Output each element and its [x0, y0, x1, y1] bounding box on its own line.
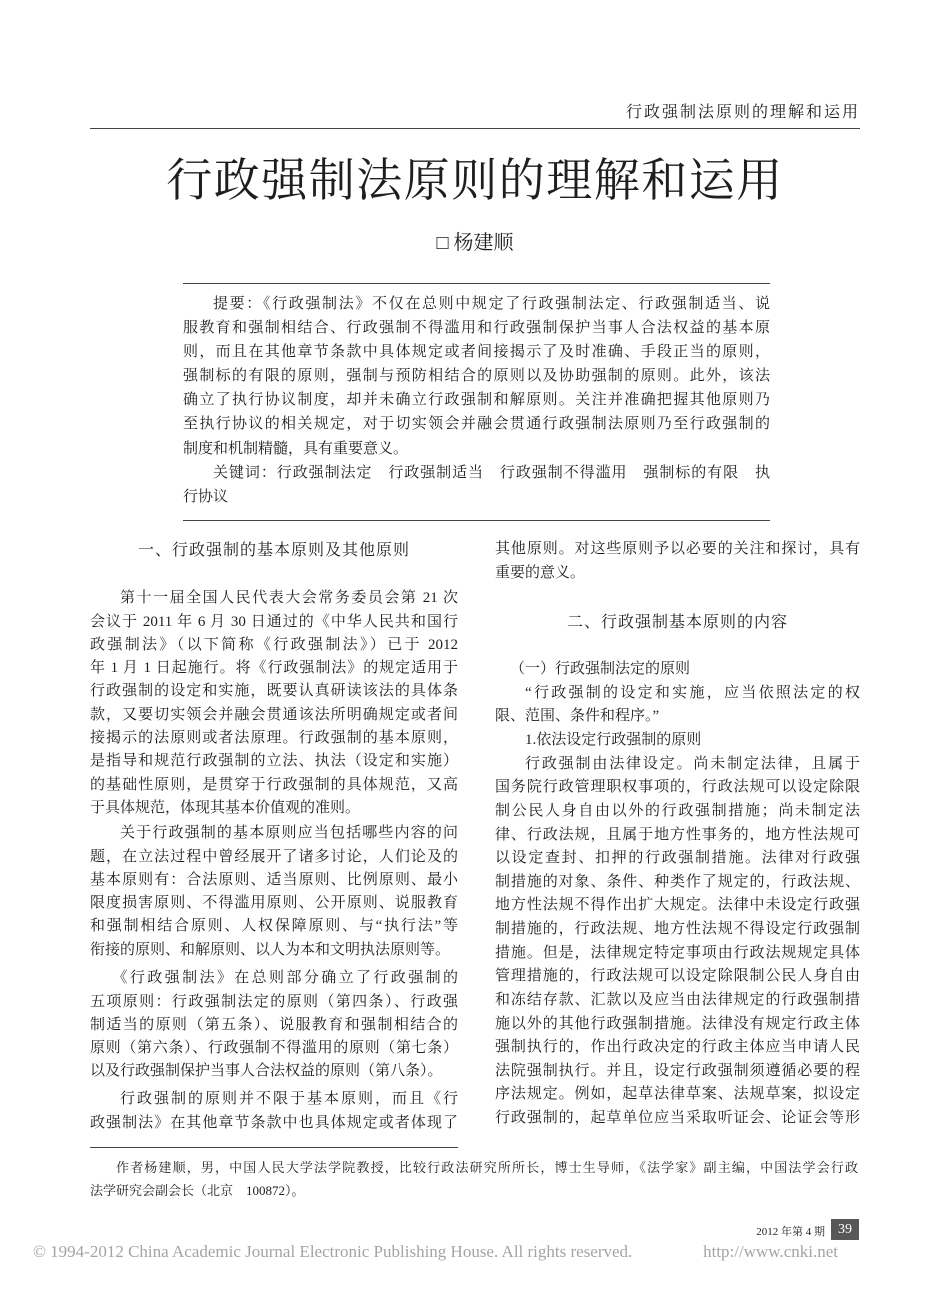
- site-url: http://www.cnki.net: [703, 1242, 838, 1261]
- body-paragraph: [90, 1088, 458, 1135]
- abstract-line: 则，而且在其他章节条款中具体规定或者间接揭示了及时准确、手段正当的原则，: [183, 344, 770, 361]
- abstract-bottom-rule: [183, 520, 770, 521]
- body-paragraph: [90, 822, 458, 962]
- abstract: [183, 292, 770, 509]
- section-heading-2: 二、行政强制基本原则的内容: [566, 614, 788, 632]
- author-byline: □ 杨建顺: [436, 232, 514, 254]
- body-line: 行政强制的原则并不限于基本原则，而且《行: [120, 1091, 458, 1108]
- body-line: 基本原则有：合法原则、适当原则、比例原则、最小: [90, 871, 458, 888]
- body-line: 律、行政法规，且属于地方性事务的，地方性法规可: [495, 826, 860, 843]
- body-line: 是指导和规范行政强制的立法、执法（设定和实施）: [90, 753, 458, 770]
- quote-line: 限、范围、条件和程序。”: [495, 708, 660, 725]
- body-line: 制措施的对象、条件、种类作了规定的，行政法规、: [495, 873, 860, 890]
- body-line: 其他原则。对这些原则予以必要的关注和探讨，具有: [495, 541, 860, 558]
- body-line: 行政强制由法律设定。尚未制定法律，且属于: [525, 755, 860, 772]
- body-line: 原则（第六条）、行政强制不得滥用的原则（第七条）: [90, 1040, 458, 1057]
- body-line: 序法规定。例如，起草法律草案、法规草案，拟设定: [495, 1086, 860, 1103]
- body-line: 行政强制的，起草单位应当采取听证会、论证会等形: [495, 1110, 860, 1127]
- subsection-title: 1.依法设定行政强制的原则: [525, 732, 702, 749]
- body-line: 以及行政强制保护当事人合法权益的原则（第八条）。: [90, 1063, 443, 1080]
- body-line: 地方性法规不得作出扩大规定。法律中未设定行政强: [495, 897, 860, 914]
- body-line: 年 1 月 1 日起施行。将《行政强制法》的规定适用于: [90, 660, 458, 677]
- body-line: 题，在立法过程中曾经展开了诸多讨论，人们论及的: [90, 848, 458, 865]
- copyright-notice: © 1994-2012 China Academic Journal Electronic Publishing House. All rights reserved.: [33, 1242, 633, 1261]
- body-paragraph: [90, 967, 458, 1083]
- body-line: 限度损害原则、不得滥用原则、公开原则、说服教育: [90, 895, 458, 912]
- quote-line: “行政强制的设定和实施，应当依照法定的权: [525, 684, 860, 701]
- body-line: 关于行政强制的基本原则应当包括哪些内容的问: [120, 825, 458, 842]
- abstract-line: 强制标的有限的原则，强制与预防相结合的原则以及协助强制的原则。此外，该法: [183, 368, 770, 385]
- body-line: 国务院行政管理职权事项的，行政法规可以设定除限: [495, 779, 860, 796]
- section-body: [495, 658, 860, 1131]
- body-line: 施以外的其他行政强制措施。法律没有规定行政主体: [495, 1015, 860, 1032]
- body-line: 管理措施的，行政法规可以设定除限制公民人身自由: [495, 968, 860, 985]
- body-line: 款，又要切实领会并融会贯通该法所明确规定或者间: [90, 706, 458, 723]
- abstract-line: 确立了执行协议制度，却并未确立行政强制和解原则。关注并准确把握其他原则乃: [183, 392, 770, 409]
- body-line: 五项原则：行政强制法定的原则（第四条）、行政强: [90, 993, 458, 1010]
- footnote-rule: [90, 1147, 458, 1148]
- body-paragraph: [90, 587, 458, 820]
- body-line: 强制执行的，作出行政决定的行政主体应当申请人民: [495, 1039, 860, 1056]
- body-line: 制措施的，行政法规、地方性法规不得设定行政强制: [495, 921, 860, 938]
- body-line: 第十一届全国人民代表大会常务委员会第 21 次: [120, 590, 458, 607]
- body-line: 会议于 2011 年 6 月 30 日通过的《中华人民共和国行: [90, 613, 458, 630]
- keywords-line: 行协议: [183, 488, 229, 505]
- keywords-line: 关键词：行政强制法定 行政强制适当 行政强制不得滥用 强制标的有限 执: [213, 464, 770, 481]
- body-paragraph-continued: [495, 538, 860, 585]
- abstract-line: 服教育和强制相结合、行政强制不得滥用和行政强制保护当事人合法权益的基本原: [183, 320, 770, 337]
- body-line: 接揭示的法原则或者法原理。行政强制的基本原则，: [90, 730, 458, 747]
- subsection-heading: （一）行政强制法定的原则: [510, 661, 691, 678]
- body-line: 《行政强制法》在总则部分确立了行政强制的: [112, 970, 458, 987]
- section-heading-1: 一、行政强制的基本原则及其他原则: [137, 542, 410, 559]
- body-line: 衔接的原则、和解原则、以人为本和文明执法原则等。: [90, 941, 451, 958]
- running-header: 行政强制法原则的理解和运用: [625, 104, 860, 121]
- abstract-top-rule: [183, 283, 770, 284]
- author-footnote: [90, 1156, 858, 1202]
- body-line: 政强制法》在其他章节条款中也具体规定或者体现了: [90, 1114, 458, 1131]
- page-title: 行政强制法原则的理解和运用: [166, 155, 784, 206]
- body-line: 于具体规范，体现其基本价值观的准则。: [90, 799, 361, 816]
- body-line: 和强制相结合原则、人权保障原则、与“执行法”等: [90, 918, 458, 935]
- body-line: 和冻结存款、汇款以及应当由法律规定的行政强制措: [495, 991, 860, 1008]
- body-line: 措施。但是，法律规定特定事项由行政法规规定具体: [495, 944, 860, 961]
- footer-issue: 2012 年第 4 期: [756, 1226, 825, 1238]
- footnote-line: 作者杨建顺，男，中国人民大学法学院教授，比较行政法研究所所长，博士生导师，《法学家》副主编，中国法学会行政: [116, 1159, 858, 1175]
- abstract-line: 制度和机制精髓，具有重要意义。: [183, 440, 409, 457]
- body-line: 的基础性原则，是贯穿于行政强制的具体规范，又高: [90, 776, 458, 793]
- body-line: 行政强制的设定和实施，既要认真研读该法的具体条: [90, 683, 458, 700]
- header-rule: [90, 128, 860, 129]
- body-line: 制适当的原则（第五条）、说服教育和强制相结合的: [90, 1016, 458, 1033]
- body-line: 以设定查封、扣押的行政强制措施。法律对行政强: [495, 850, 860, 867]
- body-line: 政强制法》（以下简称《行政强制法》）已于 2012: [90, 636, 458, 653]
- abstract-line: 提要：《行政强制法》不仅在总则中规定了行政强制法定、行政强制适当、说: [213, 296, 770, 312]
- page-number: 39: [831, 1219, 859, 1240]
- body-line: 法院强制执行。并且，设定行政强制须遵循必要的程: [495, 1062, 860, 1079]
- footnote-line: 法学研究会副会长（北京 100872）。: [90, 1182, 305, 1198]
- abstract-line: 至执行协议的相关规定，对于切实领会并融会贯通行政强制法原则乃至行政强制的: [183, 416, 770, 433]
- body-line: 重要的意义。: [495, 564, 586, 581]
- body-line: 制公民人身自由以外的行政强制措施；尚未制定法: [495, 802, 860, 819]
